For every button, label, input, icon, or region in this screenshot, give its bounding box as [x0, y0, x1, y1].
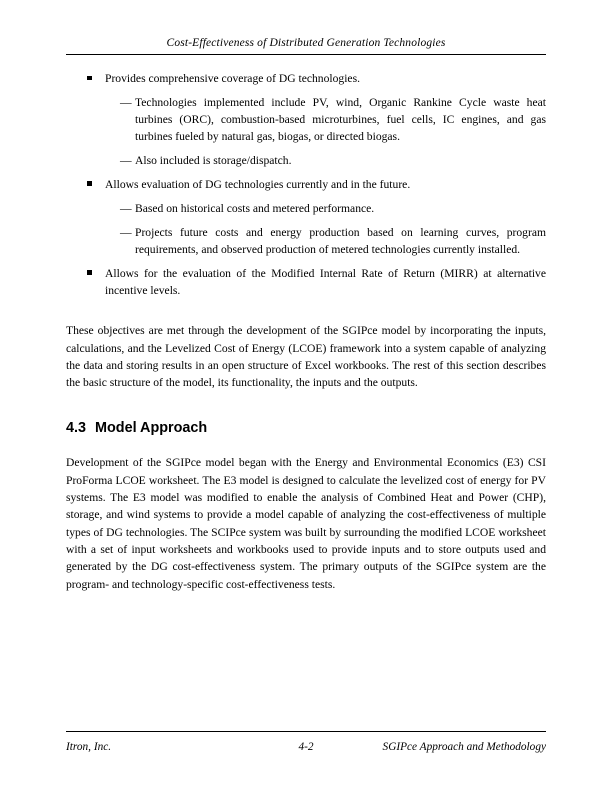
list-item: [66, 200, 546, 217]
page-header: [66, 36, 546, 55]
list-item: [66, 176, 546, 193]
square-bullet-icon: [87, 76, 92, 81]
list-item-text: Technologies implemented include PV, wind, Organic Rankine Cycle waste heat turbines (ORC), combustion-based microturbines, fuel cells, IC engines, and gas turbines fueled by natural gas, biogas, or directed biogas.: [135, 95, 546, 144]
list-item-text: Provides comprehensive coverage of DG technologies.: [105, 72, 360, 85]
footer-section: SGIPce Approach and Methodology: [382, 741, 546, 753]
footer-rule: [66, 731, 546, 732]
footer-company: Itron, Inc.: [66, 741, 112, 753]
page-content: [66, 70, 546, 593]
section-title: Model Approach: [95, 420, 208, 437]
footer-row: [66, 739, 546, 755]
list-item: [66, 152, 546, 169]
section-heading: [66, 419, 546, 437]
square-bullet-icon: [87, 181, 92, 186]
header-title: Cost-Effectiveness of Distributed Generation Technologies: [166, 37, 446, 49]
list-item: [66, 94, 546, 146]
header-rule: [66, 54, 546, 55]
list-item: [66, 70, 546, 87]
list-item-text: Allows for the evaluation of the Modified Internal Rate of Return (MIRR) at alternative incentive levels.: [105, 266, 546, 297]
list-item-text: Also included is storage/dispatch.: [135, 154, 292, 168]
dash-bullet-icon: —: [120, 201, 132, 215]
list-item: [66, 224, 546, 259]
dash-bullet-icon: —: [120, 95, 132, 109]
list-item: [66, 265, 546, 300]
page-footer: [66, 731, 546, 755]
footer-page-number: 4-2: [298, 741, 314, 753]
objectives-paragraph: These objectives are met through the development of the SGIPce model by incorporating the inputs, calculations, and the Levelized Cost of Energy (LCOE) framework into a system capable of analyzing the data and storing results in an open structure of Excel workbooks. The rest of this section describes the basic structure of the model, its functionality, the inputs and the outputs.: [66, 324, 546, 390]
section-number: 4.3: [66, 420, 87, 437]
list-item-text: Allows evaluation of DG technologies currently and in the future.: [105, 177, 411, 191]
dash-bullet-icon: —: [120, 154, 132, 168]
objectives-bullet-list: [66, 70, 546, 299]
square-bullet-icon: [87, 270, 92, 275]
list-item-text: Projects future costs and energy production based on learning curves, program requirements, and observed production of metered technologies currently installed.: [135, 225, 546, 256]
dash-bullet-icon: —: [120, 225, 132, 239]
model-approach-paragraph: Development of the SGIPce model began with the Energy and Environmental Economics (E3) CSI ProForma LCOE worksheet. The E3 model is designed to calculate the levelized cost of energy for PV systems. The E3 model was modified to enable the analysis of Combined Heat and Power (CHP), storage, and wind systems to provide a model capable of analyzing the cost-effectiveness of multiple types of DG technologies. The SCIPce system was built by surrounding the modified LCOE worksheet with a set of input worksheets and workbooks used to provide inputs and to store outputs used and generated by the DG cost-effectiveness system. The primary outputs of the SGIPce system are the program- and technology-specific cost-effectiveness tests.: [66, 456, 546, 591]
list-item-text: Based on historical costs and metered performance.: [135, 201, 375, 215]
